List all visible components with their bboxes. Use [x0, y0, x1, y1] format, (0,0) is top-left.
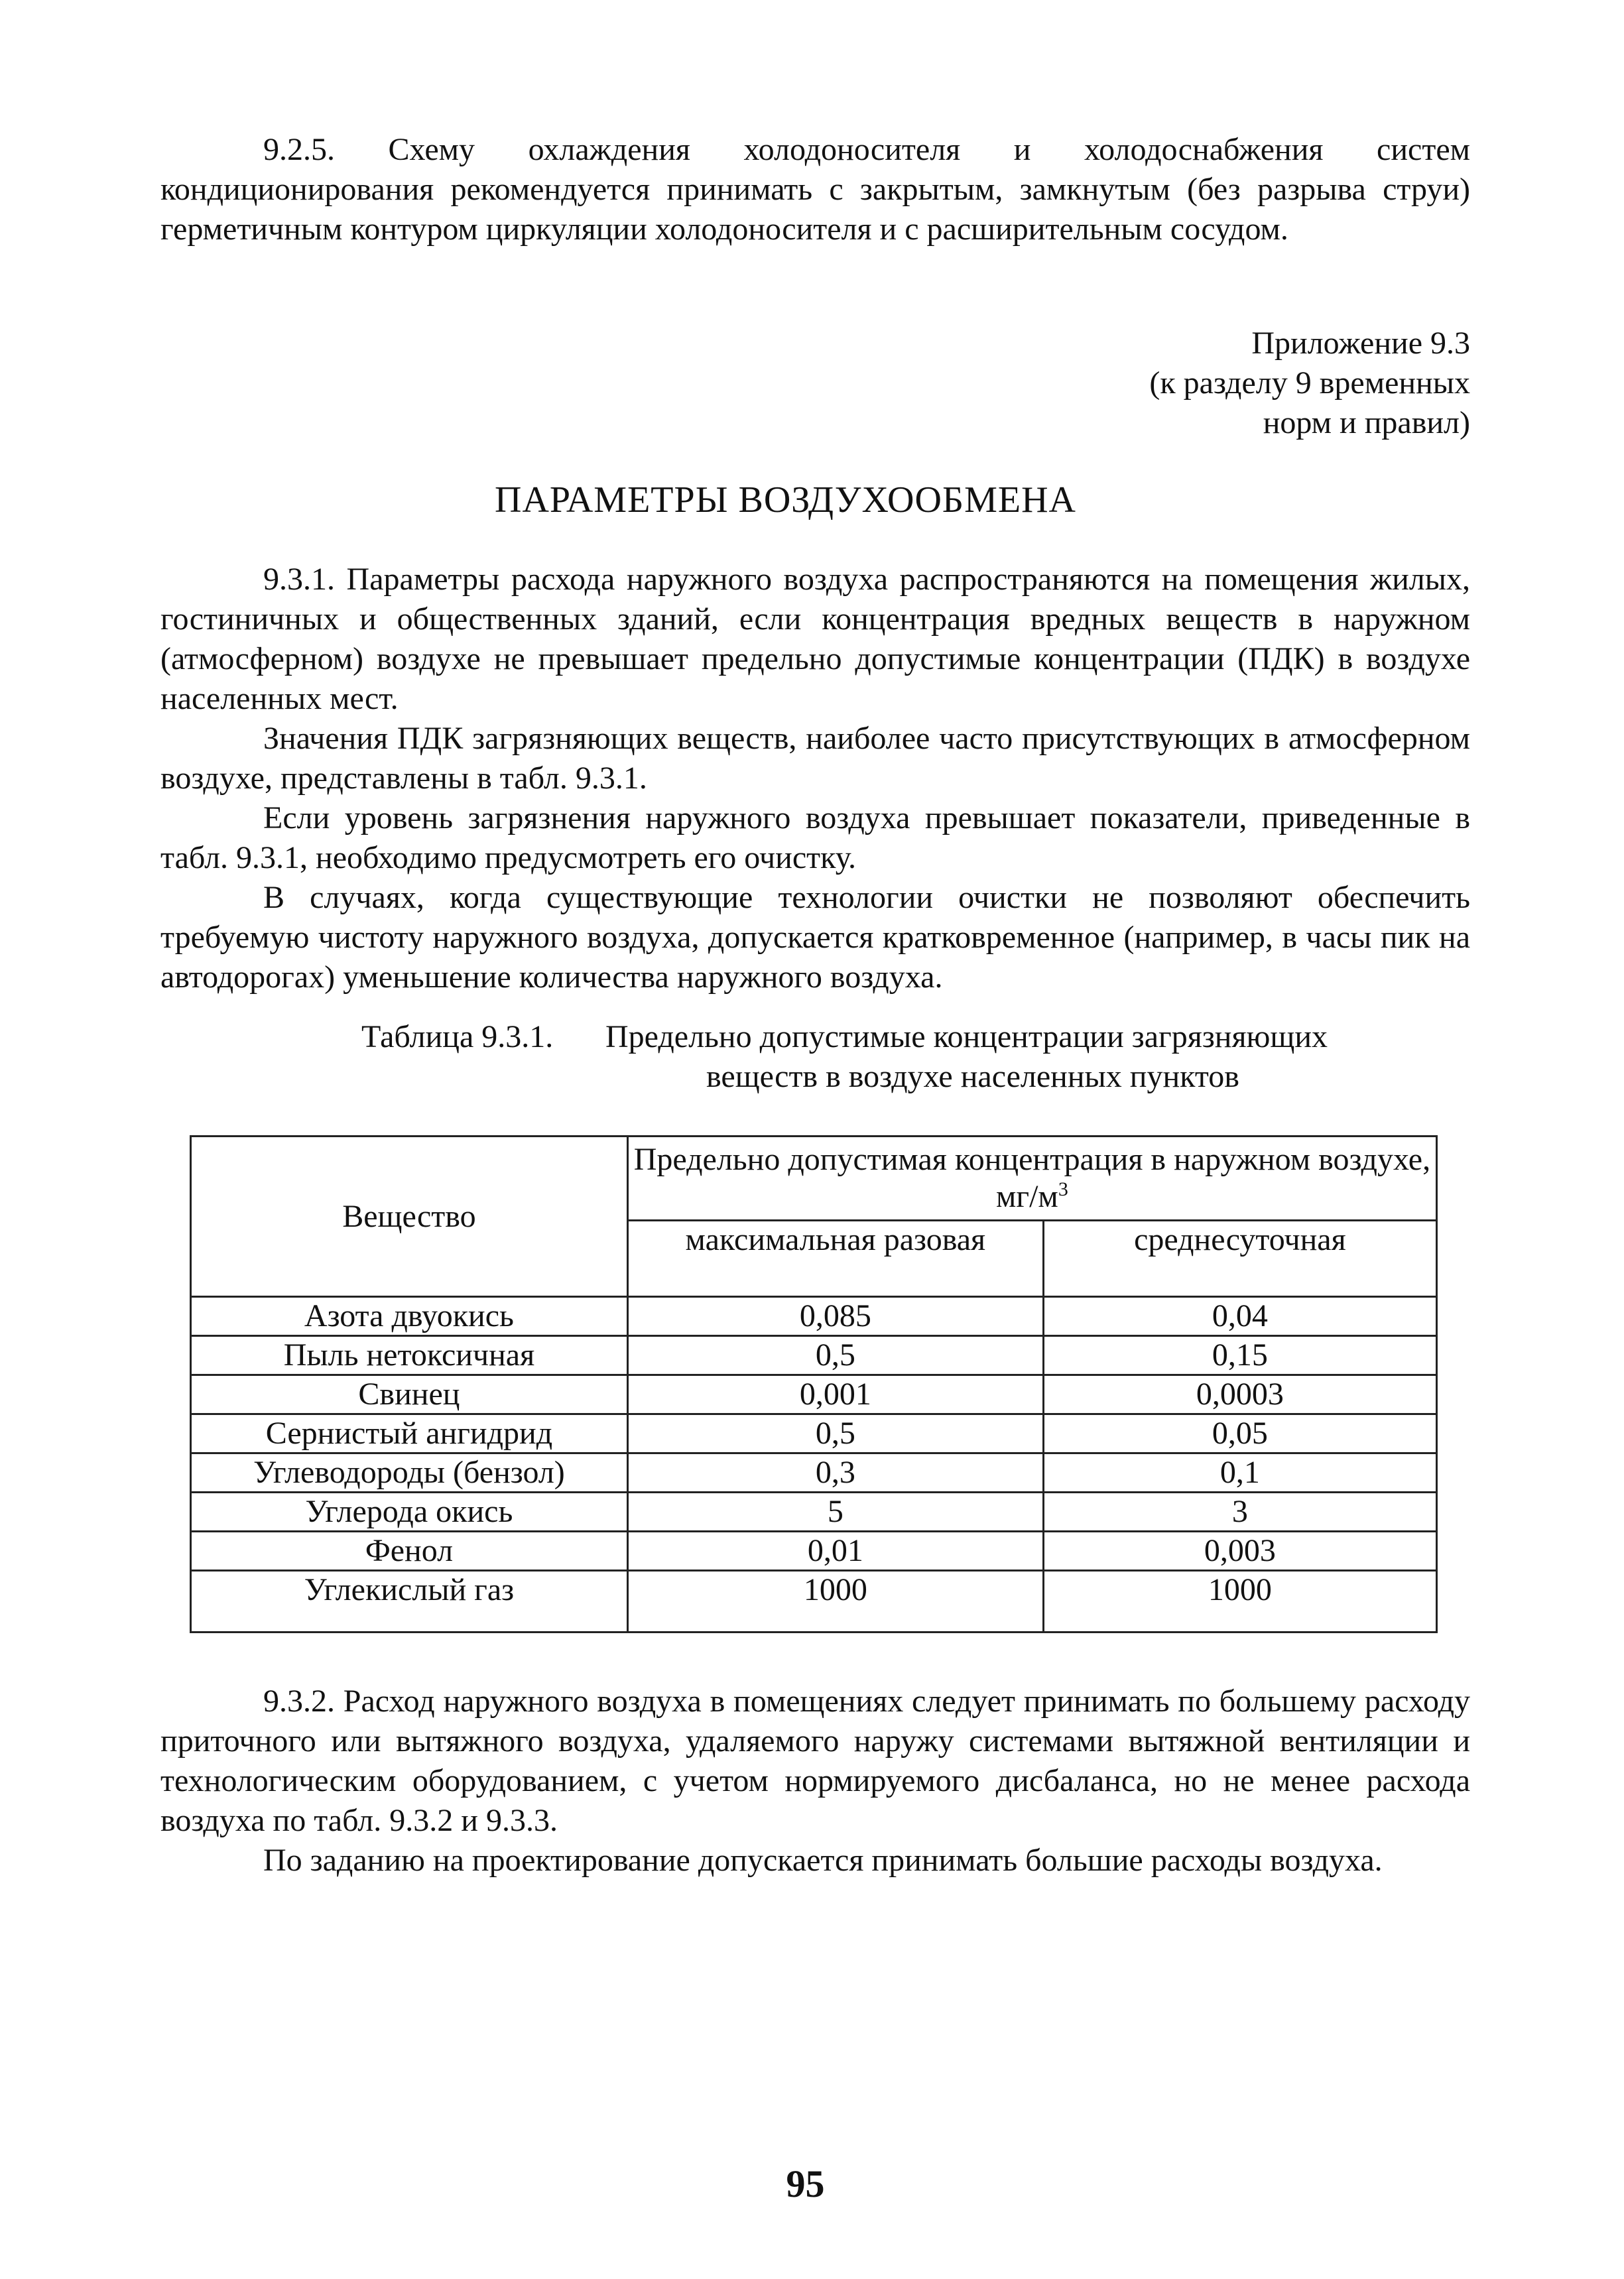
pdk-table: [190, 1135, 1438, 1633]
table-row: [191, 1571, 1437, 1632]
appendix-line-2: (к разделу 9 временных: [1149, 365, 1470, 400]
table-caption-line-2: веществ в воздухе населенных пунктов: [706, 1059, 1239, 1094]
cell-max: 0,3: [627, 1453, 1043, 1493]
cell-max: 0,01: [627, 1532, 1043, 1571]
cell-avg: 0,04: [1043, 1297, 1436, 1336]
table-caption-label: Таблица 9.3.1.: [361, 1019, 554, 1054]
cell-substance: Сернистый ангидрид: [191, 1414, 628, 1453]
paragraph-pdk-values: Значения ПДК загрязняющих веществ, наиболее часто присутствующих в атмосферном воздухе, представлены в табл. 9.3.1.: [160, 721, 1470, 796]
cell-max: 0,085: [627, 1297, 1043, 1336]
paragraph-cleaning-technologies: В случаях, когда существующие технологии очистки не позволяют обеспечить требуемую чистоту наружного воздуха, допускается кратковременное (например, в часы пик на автодорогах) уменьшение количества наружного воздуха.: [160, 880, 1470, 995]
header-concentration-group: Предельно допустимая концентрация в наружном воздухе, $мг/м^3$: [627, 1137, 1436, 1221]
header-daily-average: среднесуточная: [1043, 1221, 1436, 1297]
cell-substance: Свинец: [191, 1375, 628, 1414]
cell-substance: Фенол: [191, 1532, 628, 1571]
paragraph-pollution-level: Если уровень загрязнения наружного воздуха превышает показатели, приведенные в табл. 9.3.1, необходимо предусмотреть его очистку.: [160, 800, 1470, 875]
cell-avg: 0,15: [1043, 1336, 1436, 1375]
table-row: [191, 1532, 1437, 1571]
table-row: [191, 1336, 1437, 1375]
section-9-2-5: [160, 130, 1470, 249]
cell-avg: 0,003: [1043, 1532, 1436, 1571]
paragraph-9-2-5: 9.2.5. Схему охлаждения холодоносителя и холодоснабжения систем кондиционирования рекомендуется принимать с закрытым, замкнутым (без разрыва струи) герметичным контуром циркуляции холодоносителя и с расширительным сосудом.: [160, 132, 1470, 247]
paragraph-9-3-2: 9.3.2. Расход наружного воздуха в помещениях следует принимать по большему расходу приточного или вытяжного воздуха, удаляемого наружу системами вытяжной вентиляции и технологическим оборудованием, с учетом нормируемого дисбаланса, но не менее расхода воздуха по табл. 9.3.2 и 9.3.3.: [160, 1684, 1470, 1838]
header-substance: Вещество: [191, 1137, 628, 1297]
table-row: [191, 1297, 1437, 1336]
cell-substance: Углеводороды (бензол): [191, 1453, 628, 1493]
appendix-line-3: норм и правил): [1263, 405, 1470, 440]
cell-avg: 0,05: [1043, 1414, 1436, 1453]
table-row: [191, 1414, 1437, 1453]
table-caption: [361, 1017, 1328, 1097]
header-max-single: максимальная разовая: [627, 1221, 1043, 1297]
appendix-line-1: Приложение 9.3: [1251, 326, 1470, 361]
section-heading: ПАРАМЕТРЫ ВОЗДУХООБМЕНА: [495, 479, 1076, 521]
cell-substance: Азота двуокись: [191, 1297, 628, 1336]
section-9-3-2: [160, 1682, 1470, 1880]
cell-avg: 0,0003: [1043, 1375, 1436, 1414]
cell-avg: 0,1: [1043, 1453, 1436, 1493]
cell-substance: Пыль нетоксичная: [191, 1336, 628, 1375]
page-number: 95: [786, 2162, 825, 2205]
table-caption-line-1: Предельно допустимые концентрации загрязняющих: [605, 1019, 1328, 1054]
cell-substance: Углерода окись: [191, 1493, 628, 1532]
cell-substance: Углекислый газ: [191, 1571, 628, 1632]
appendix-reference: [940, 324, 1470, 443]
cell-max: 1000: [627, 1571, 1043, 1632]
cell-avg: 1000: [1043, 1571, 1436, 1632]
cell-max: 0,5: [627, 1336, 1043, 1375]
paragraph-design-assignment: По заданию на проектирование допускается принимать большие расходы воздуха.: [263, 1843, 1383, 1878]
table-row: [191, 1453, 1437, 1493]
paragraph-9-3-1: 9.3.1. Параметры расхода наружного воздуха распространяются на помещения жилых, гостиничных и общественных зданий, если концентрация вредных веществ в наружном (атмосферном) воздухе не превышает предельно допустимые концентрации (ПДК) в воздухе населенных мест.: [160, 562, 1470, 716]
cell-max: 0,5: [627, 1414, 1043, 1453]
section-9-3-1: [160, 560, 1470, 997]
cell-avg: 3: [1043, 1493, 1436, 1532]
cell-max: 5: [627, 1493, 1043, 1532]
table-row: [191, 1493, 1437, 1532]
superscript-3: 3: [1058, 1178, 1068, 1200]
cell-max: 0,001: [627, 1375, 1043, 1414]
table-row: [191, 1375, 1437, 1414]
